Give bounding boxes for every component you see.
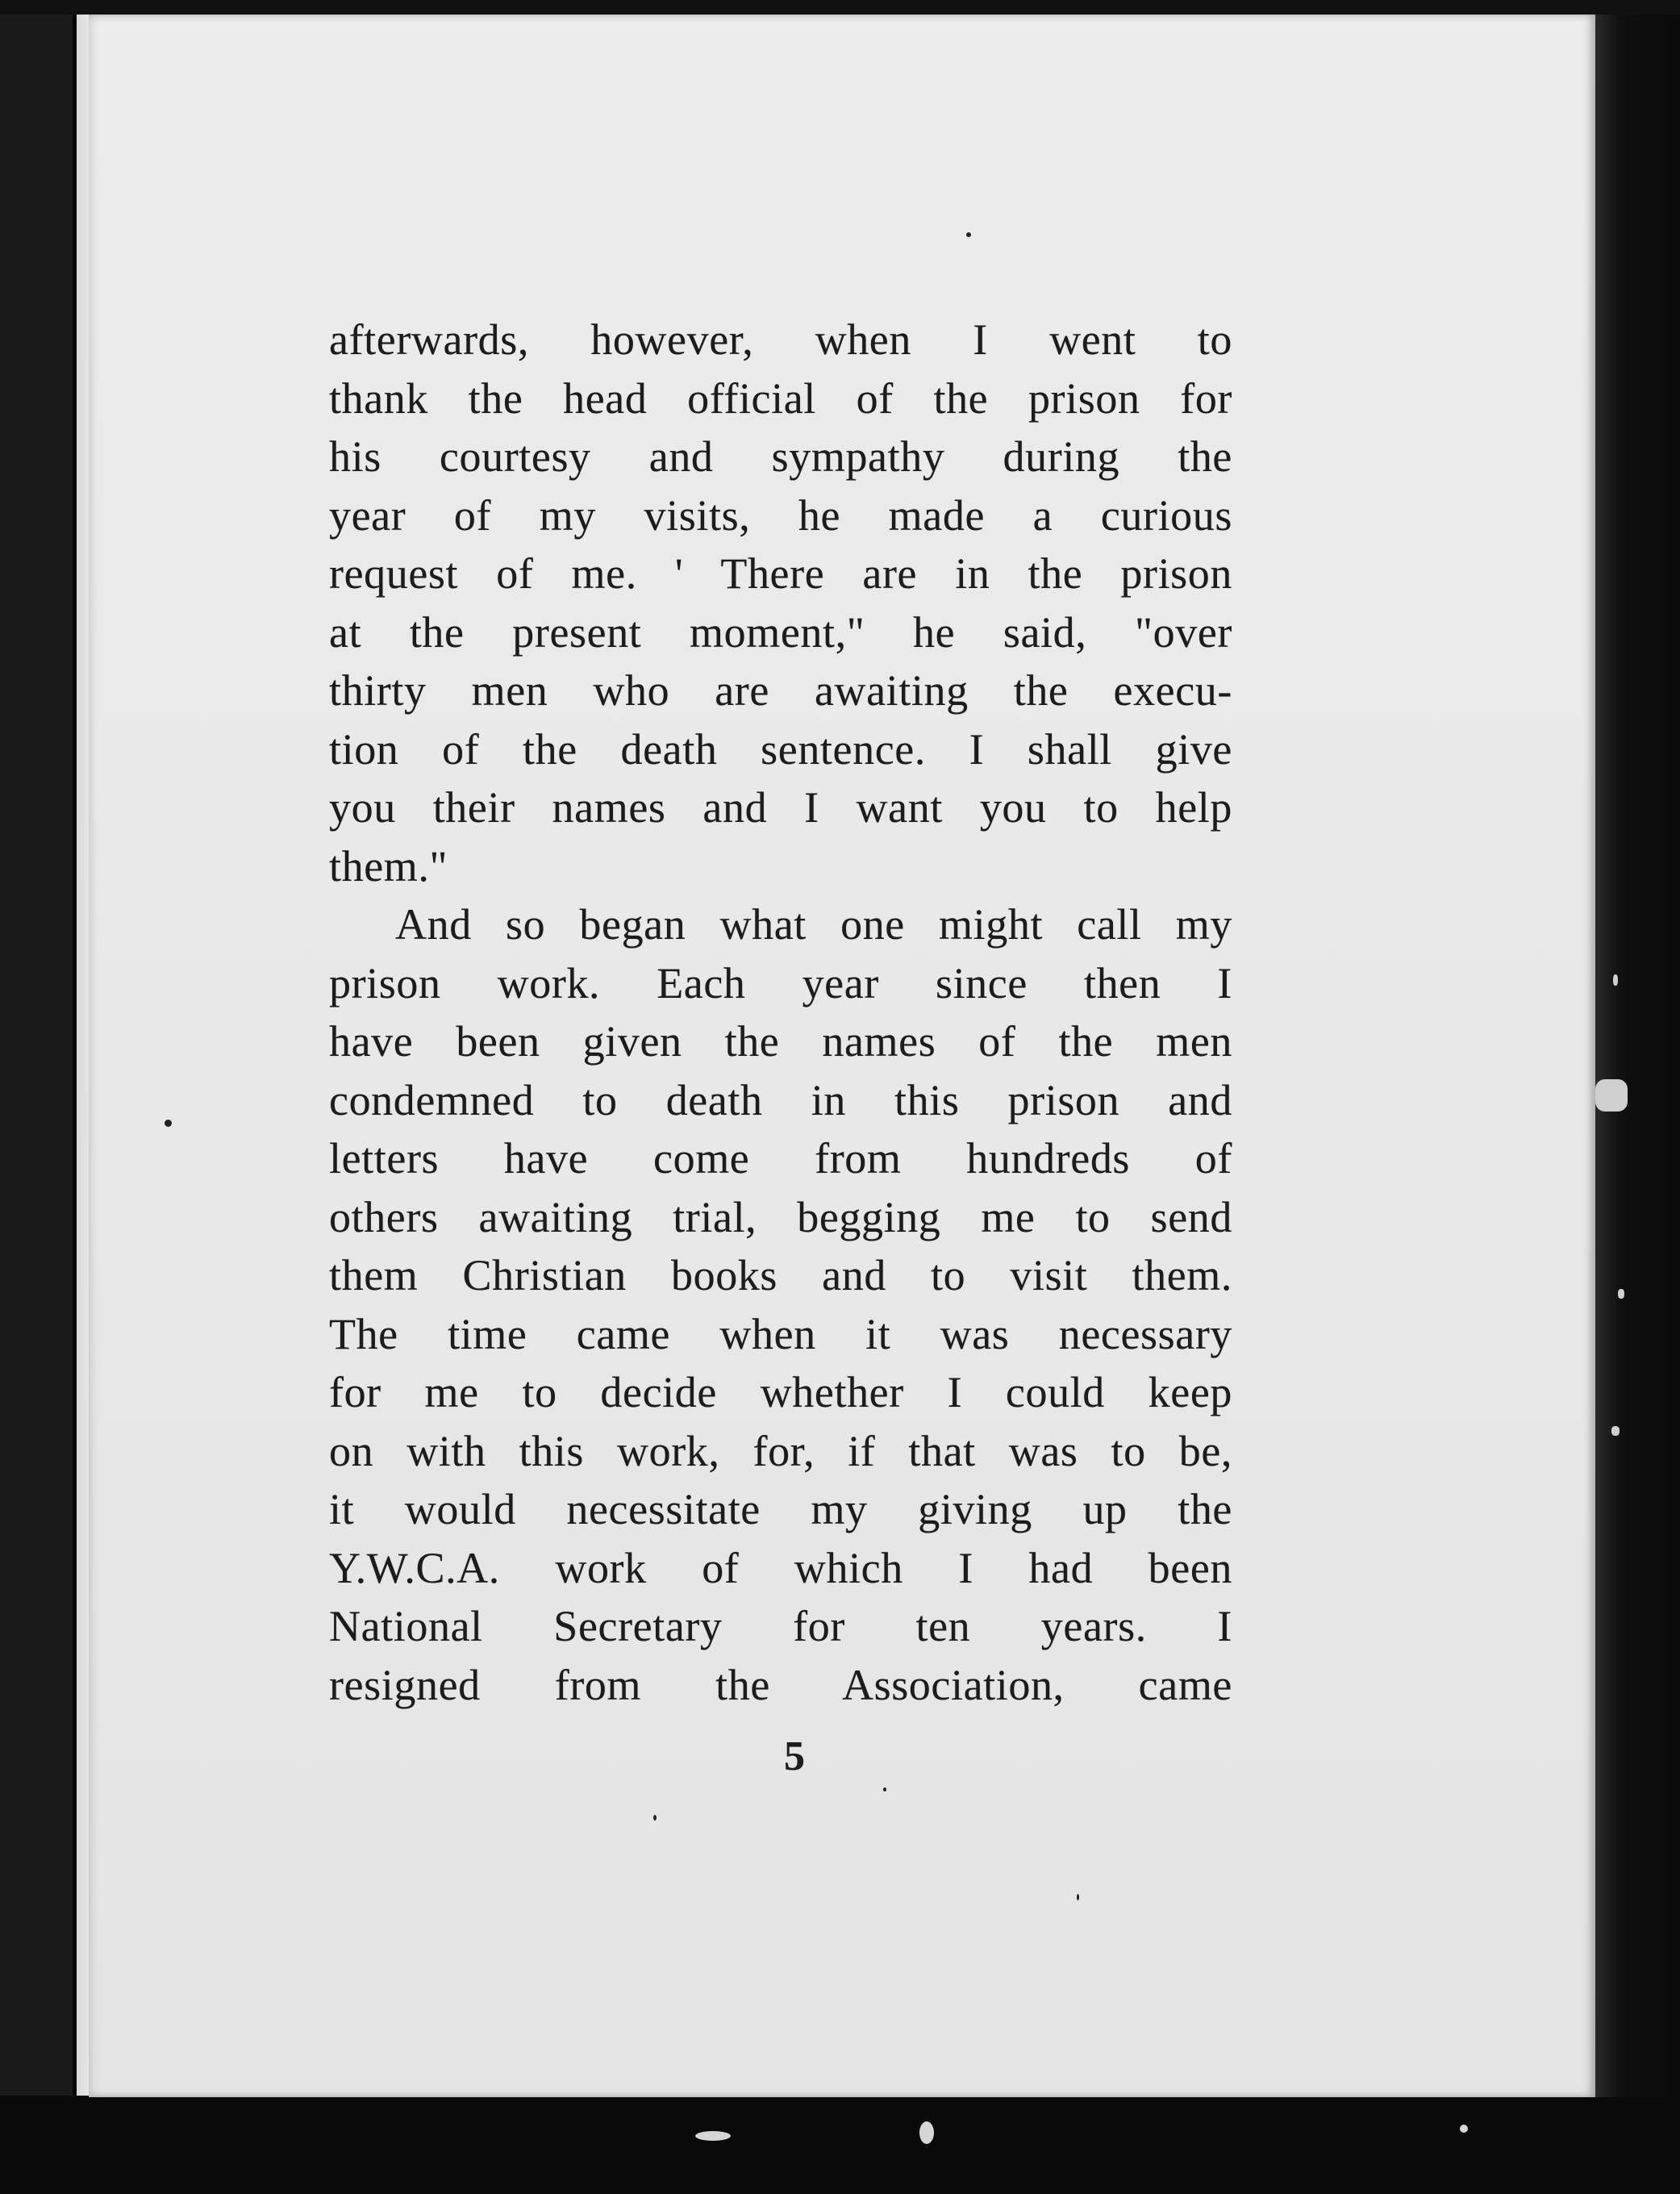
- text-line: on with this work, for, if that was to be,: [329, 1426, 1232, 1475]
- scan-speck: [653, 1815, 657, 1821]
- scan-speck: [883, 1787, 886, 1791]
- text-line: have been given the names of the men: [329, 1017, 1232, 1066]
- scan-artifact: [1595, 1079, 1628, 1112]
- text-line: Y.W.C.A. work of which I had been: [329, 1543, 1232, 1592]
- page-number: 5: [784, 1733, 805, 1779]
- film-border-top: [0, 0, 1680, 15]
- scan-speck: [165, 1120, 172, 1127]
- text-line: year of my visits, he made a curious: [329, 490, 1232, 540]
- body-text: [329, 311, 1232, 1714]
- text-line: letters have come from hundreds of: [329, 1134, 1232, 1183]
- text-line: condemned to death in this prison and: [329, 1075, 1232, 1124]
- text-line: for me to decide whether I could keep: [329, 1368, 1232, 1416]
- text-line: others awaiting trial, begging me to send: [329, 1192, 1232, 1241]
- text-line: them.": [329, 841, 448, 891]
- film-border-right: [1595, 15, 1680, 2097]
- text-line: National Secretary for ten years. I: [329, 1602, 1232, 1650]
- text-line: resigned from the Association, came: [329, 1660, 1232, 1709]
- scan-artifact: [1618, 1289, 1624, 1299]
- facing-page-edge: [73, 15, 89, 2096]
- scan-artifact: [695, 2131, 731, 2141]
- text-line: thirty men who are awaiting the execu-: [329, 666, 1232, 715]
- text-line: at the present moment," he said, "over: [329, 607, 1232, 657]
- text-line: And so began what one might call my: [395, 900, 1232, 949]
- scan-artifact: [1611, 1426, 1620, 1436]
- text-line: request of me. ' There are in the prison: [329, 549, 1232, 598]
- film-border-left: [0, 15, 73, 2096]
- text-line: thank the head official of the prison for: [329, 373, 1232, 423]
- text-line: The time came when it was necessary: [329, 1309, 1232, 1358]
- scan-artifact: [1460, 2125, 1468, 2133]
- scan-speck: [1077, 1894, 1079, 1900]
- text-line: afterwards, however, when I went to: [329, 315, 1232, 364]
- text-line: tion of the death sentence. I shall give: [329, 724, 1232, 774]
- text-line: his courtesy and sympathy during the: [329, 432, 1232, 481]
- text-line: you their names and I want you to help: [329, 783, 1232, 832]
- scan-speck: [966, 232, 971, 237]
- film-border-bottom: [0, 2097, 1680, 2194]
- text-line: prison work. Each year since then I: [329, 958, 1232, 1007]
- text-line: them Christian books and to visit them.: [329, 1251, 1232, 1299]
- scan-artifact: [1613, 974, 1618, 986]
- scan-artifact: [919, 2121, 934, 2144]
- text-line: it would necessitate my giving up the: [329, 1485, 1232, 1533]
